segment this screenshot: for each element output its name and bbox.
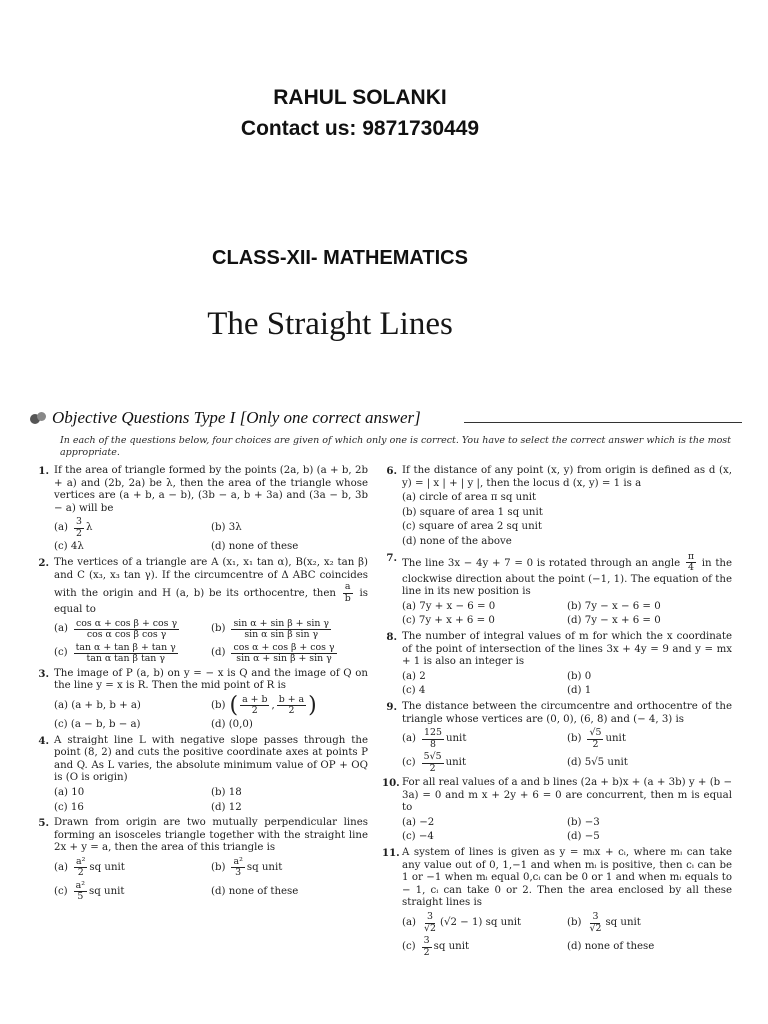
question-number: 10.: [382, 777, 400, 790]
question-9: [382, 701, 732, 774]
numerator: sin α + sin β + sin γ: [233, 617, 329, 629]
denominator: 4: [688, 562, 694, 574]
fraction: [422, 936, 432, 958]
section-heading-text: Objective Questions Type I: [52, 408, 236, 427]
option-b: (b) square of area 1 sq unit: [402, 506, 543, 518]
option-b: (b) 0: [567, 670, 592, 682]
option-c: [402, 752, 567, 774]
numerator: cos α + cos β + cos γ: [233, 641, 335, 653]
numerator: tan α + tan β + tan γ: [75, 641, 176, 653]
numerator: 3: [427, 911, 433, 923]
denominator: 2: [77, 867, 84, 879]
numerator: π: [687, 550, 695, 562]
option-c: (c) 7y + x + 6 = 0: [402, 615, 495, 627]
option-a: (a) 10: [54, 786, 85, 798]
fraction: [686, 552, 696, 574]
option-c: [402, 936, 567, 958]
option-a: (a) 7y + x − 6 = 0: [402, 600, 496, 612]
denominator: √2: [589, 922, 602, 934]
option-tail: λ: [86, 522, 93, 534]
fraction: [231, 643, 336, 665]
fraction: [231, 857, 244, 879]
option-label: (b): [211, 623, 226, 635]
option-d: (d) (0,0): [211, 718, 253, 730]
question-text-part: is equal to: [54, 588, 368, 616]
option-tail: sq unit: [433, 940, 470, 952]
options: [402, 912, 732, 958]
question-1: [34, 465, 368, 554]
denominator: b: [344, 592, 351, 604]
option-tail: unit: [445, 732, 467, 744]
option-b: [567, 912, 732, 934]
option-d: (d) none of these: [567, 940, 655, 952]
option-a: [54, 517, 211, 539]
options: [54, 857, 368, 903]
option-label: (b): [211, 699, 226, 711]
option-b: [211, 857, 368, 879]
option-a: [402, 728, 567, 750]
fraction: [343, 582, 353, 604]
question-text: A system of lines is given as y = mᵢx + cᵢ, where mᵢ can take any value out of 0, 1,−1 and when mᵢ is positive, then cᵢ can be 1 or −1 when mᵢ equal 0,cᵢ can be 0 or 1 and when mᵢ equals to − 1, cᵢ can take 0 or 2. Then the area enclosed by all these straight lines is: [402, 847, 732, 909]
question-text: Drawn from origin are two mutually perpendicular lines forming an isosceles triangle together with the straight line 2x + y = a, then the area of this triangle is: [54, 817, 368, 854]
option-a: (a) (a + b, b + a): [54, 699, 141, 711]
question-text-part: the clockwise direction about the point (−1, 1). The equation of the line in its new position is: [402, 557, 732, 598]
fraction: [74, 881, 87, 903]
options: [402, 728, 732, 774]
numerator: cos α + cos β + cos γ: [76, 617, 178, 629]
option-a: (a) 2: [402, 670, 426, 682]
author-name: RAHUL SOLANKI: [273, 86, 447, 109]
option-c: (c) −4: [402, 831, 434, 843]
options: [54, 692, 368, 732]
numerator: 125: [424, 727, 442, 739]
question-text-part: The line 3x − 4y + 7 = 0 is rotated through an angle: [402, 557, 681, 569]
options: [402, 817, 732, 844]
option-b: (b) 3λ: [211, 522, 242, 534]
numerator: 3: [592, 911, 599, 923]
fraction: [422, 912, 438, 934]
denominator: 3: [235, 867, 242, 879]
question-number: 11.: [382, 847, 400, 860]
fraction: [422, 752, 444, 774]
question-text: The distance between the circumcentre and orthocentre of the triangle whose vertices are (0, 0), (6, 8) and (− 4, 3) is: [402, 700, 732, 725]
question-text: For all real values of a and b lines (2a + b)x + (a + 3b) y + (b − 3a) = 0 and m x + 2y + 6 = 0 are concurrent, then m is equal to: [402, 777, 732, 814]
fraction: [74, 619, 179, 641]
option-label: (a): [54, 623, 69, 635]
question-10: [382, 777, 732, 844]
denominator: 2: [592, 738, 599, 750]
denominator: cos α cos β cos γ: [86, 629, 167, 641]
fraction: [587, 728, 603, 750]
option-label: (a): [54, 861, 69, 873]
option-tail: unit: [605, 732, 626, 744]
paren: (: [229, 692, 239, 718]
question-number: 3.: [38, 667, 49, 680]
fraction: [277, 695, 306, 717]
question-text-part: The vertices of a triangle are A (x₁, x₁ tan α), B(x₂, x₂ tan β) and C (x₃, x₃ tan γ). If the circumcentre of Δ ABC coincides with the origin and H (a, b) be its orthocentre, then: [54, 556, 368, 600]
question-4: [34, 735, 368, 815]
option-d: (d) none of the above: [402, 535, 512, 547]
option-c: (c) 4λ: [54, 541, 84, 553]
question-8: [382, 631, 732, 698]
denominator: 2: [288, 705, 295, 717]
option-d: (d) 7y − x + 6 = 0: [567, 615, 661, 627]
numerator: b + a: [278, 693, 305, 705]
options: [54, 619, 368, 665]
page-title: The Straight Lines: [207, 306, 453, 342]
question-number: 8.: [386, 630, 397, 643]
question-5: [34, 817, 368, 903]
question-text: A straight line L with negative slope passes through the point (8, 2) and cuts the positive coordinate axes at points P and Q. As L varies, the absolute minimum value of OP + OQ is (O is origin): [54, 734, 368, 784]
denominator: √2: [424, 922, 436, 934]
fraction: [74, 643, 178, 665]
question-6: [382, 465, 732, 549]
option-tail: unit: [445, 756, 467, 768]
question-11: [382, 847, 732, 958]
question-number: 6.: [386, 465, 397, 477]
numerator: a + b: [242, 693, 268, 705]
question-number: 2.: [38, 556, 49, 569]
option-label: (a): [54, 522, 69, 534]
bullet-icon: [30, 412, 46, 426]
question-text: The number of integral values of m for which the x coordinate of the point of intersection of the lines 3x + 4y = 9 and y = mx + 1 is also an integer is: [402, 630, 732, 668]
option-d: (d) 1: [567, 685, 592, 697]
question-text: If the distance of any point (x, y) from origin is defined as d (x, y) = | x | + | y |, then the locus d (x, y) = 1 is a: [402, 465, 732, 489]
option-label: (a): [402, 916, 417, 928]
paren: ): [308, 692, 317, 718]
option-b: [567, 728, 732, 750]
question-number: 7.: [386, 551, 397, 564]
option-tail: (√2 − 1) sq unit: [439, 916, 522, 928]
option-d: (d) 12: [211, 801, 242, 813]
question-2: [34, 557, 368, 665]
instructions: In each of the questions below, four choices are given of which only one is correct. You have to select the correct answer which is the most appropriate.: [60, 435, 732, 458]
question-text: If the area of triangle formed by the points (2a, b) (a + b, 2b + a) and (2b, 2a) be λ, then the area of the triangle whose vertices are (a + b, a − b), (3b − a, b + 3a) and (3a − b, 3b − a) will be: [54, 465, 368, 514]
numerator: 3: [423, 935, 430, 947]
question-number: 1.: [38, 465, 49, 477]
option-label: (d): [211, 647, 226, 659]
section-header: [30, 408, 742, 432]
denominator: 5: [77, 891, 84, 903]
contact-line: Contact us: 9871730449: [240, 117, 480, 140]
option-c: (c) 16: [54, 801, 84, 813]
comma: ,: [271, 699, 275, 711]
denominator: 2: [423, 946, 430, 958]
option-label: (a): [402, 732, 417, 744]
denominator: 2: [429, 762, 436, 774]
option-c: [54, 643, 211, 665]
section-divider: [464, 422, 742, 423]
numerator: a²: [76, 855, 86, 867]
question-text: [402, 552, 732, 599]
option-d: (d) none of these: [211, 885, 299, 897]
option-a: [402, 912, 567, 934]
fraction: [240, 695, 269, 717]
denominator: 8: [430, 738, 436, 750]
option-label: (b): [211, 861, 226, 873]
section-heading: [52, 408, 421, 428]
option-label: (c): [402, 756, 416, 768]
options: [402, 601, 732, 628]
option-tail: sq unit: [605, 916, 641, 928]
option-d: (d) none of these: [211, 541, 299, 553]
option-label: (c): [54, 647, 68, 659]
numerator: a: [344, 581, 351, 593]
option-label: (b): [567, 916, 582, 928]
option-c: (c) 4: [402, 685, 426, 697]
denominator: tan α tan β tan γ: [86, 653, 165, 665]
fraction: [587, 912, 603, 934]
option-a: [54, 857, 211, 879]
question-text: The image of P (a, b) on y = − x is Q and the image of Q on the line y = x is R. Then the mid point of R is: [54, 667, 368, 692]
option-label: (c): [402, 940, 416, 952]
option-b: [211, 619, 368, 641]
question-number: 9.: [386, 700, 397, 713]
question-3: [34, 668, 368, 732]
fraction: [231, 619, 330, 641]
option-a: (a) −2: [402, 816, 435, 828]
options: [402, 671, 732, 698]
right-column: [382, 465, 732, 961]
denominator: 2: [76, 527, 82, 539]
options: [402, 492, 732, 548]
question-number: 5.: [38, 817, 49, 830]
option-b: [211, 692, 368, 718]
fraction: [74, 857, 87, 879]
option-a: [54, 619, 211, 641]
options: [54, 517, 368, 554]
option-c: [54, 881, 211, 903]
option-tail: sq unit: [89, 861, 125, 873]
question-text: [54, 557, 368, 617]
fraction: [74, 517, 84, 539]
option-tail: sq unit: [89, 885, 125, 897]
question-number: 4.: [38, 734, 49, 747]
option-d: (d) 5√5 unit: [567, 756, 628, 768]
numerator: a²: [75, 879, 86, 891]
numerator: 3: [76, 516, 82, 528]
option-c: (c) (a − b, b − a): [54, 718, 141, 730]
option-b: (b) −3: [567, 816, 600, 828]
numerator: √5: [589, 727, 602, 739]
denominator: 2: [251, 705, 258, 717]
section-subheading: [Only one correct answer]: [239, 408, 421, 427]
option-d: [211, 643, 368, 665]
class-label: CLASS-XII- MATHEMATICS: [212, 247, 468, 269]
question-7: [382, 552, 732, 628]
option-c: (c) square of area 2 sq unit: [402, 521, 543, 533]
option-label: (b): [567, 732, 582, 744]
option-label: (c): [54, 885, 68, 897]
numerator: 5√5: [423, 751, 442, 763]
option-tail: sq unit: [246, 861, 283, 873]
fraction: [422, 728, 444, 750]
options: [54, 787, 368, 814]
denominator: sin α + sin β + sin γ: [236, 653, 332, 665]
option-d: (d) −5: [567, 831, 600, 843]
denominator: sin α sin β sin γ: [244, 629, 319, 641]
option-b: (b) 18: [211, 786, 242, 798]
left-column: [34, 465, 368, 906]
question-text-part: in: [701, 557, 712, 569]
numerator: a²: [233, 855, 243, 867]
option-b: (b) 7y − x − 6 = 0: [567, 600, 661, 612]
option-a: (a) circle of area π sq unit: [402, 492, 537, 504]
